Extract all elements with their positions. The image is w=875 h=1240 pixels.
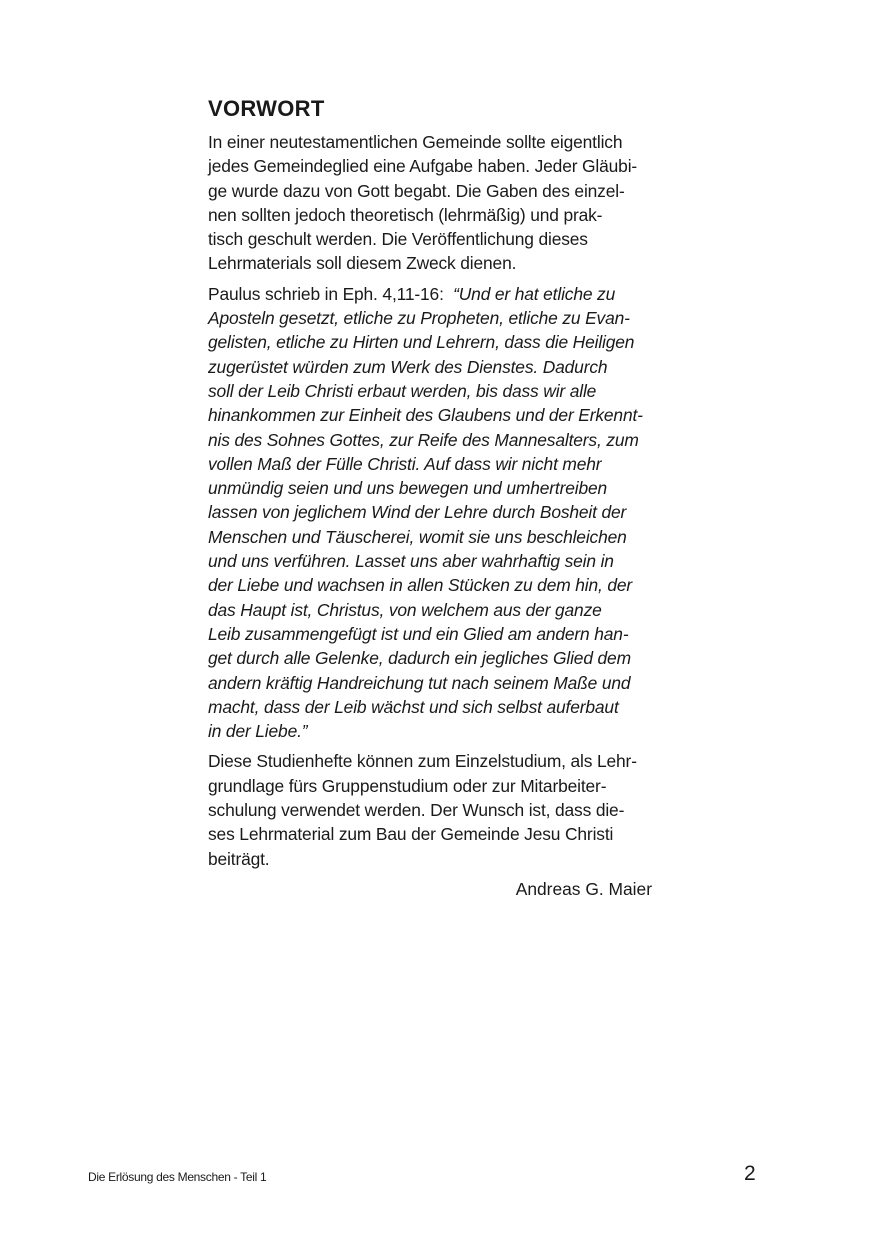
quote-line: gelisten, etliche zu Hirten und Lehrern, dass die Heiligen — [208, 332, 635, 353]
paragraph-closing — [208, 749, 652, 870]
page-number: 2 — [744, 1162, 756, 1185]
text-line: jedes Gemeindeglied eine Aufgabe haben. Jeder Gläubi- — [208, 156, 638, 177]
quote-line: vollen Maß der Fülle Christi. Auf dass wir nicht mehr — [208, 453, 602, 474]
quote-line: und uns verführen. Lasset uns aber wahrhaftig sein in — [208, 551, 614, 572]
text-line: tisch geschult werden. Die Veröffentlichung dieses — [208, 229, 588, 250]
quote-line: lassen von jeglichem Wind der Lehre durch Bosheit der — [208, 502, 627, 523]
quote-reference: Paulus schrieb in Eph. 4,11-16: — [208, 283, 444, 304]
text-line: Lehrmaterials soll diesem Zweck dienen. — [208, 253, 517, 274]
quote-line: andern kräftig Handreichung tut nach seinem Maße und — [208, 672, 631, 693]
quote-line: in der Liebe.” — [208, 721, 308, 742]
text-line: In einer neutestamentlichen Gemeinde sollte eigentlich — [208, 132, 623, 152]
author-signature: Andreas G. Maier — [515, 878, 652, 899]
text-line — [208, 282, 652, 306]
quote-line: unmündig seien und uns bewegen und umhertreiben — [208, 478, 608, 499]
text-line: nen sollten jedoch theoretisch (lehrmäßig) und prak- — [208, 204, 603, 225]
paragraph-quote — [208, 282, 652, 744]
text-line: ge wurde dazu von Gott begabt. Die Gaben des einzel- — [208, 180, 625, 201]
quote-line: get durch alle Gelenke, dadurch ein jegliches Glied dem — [208, 648, 631, 669]
text-line: Diese Studienhefte können zum Einzelstudium, als Lehr- — [208, 751, 637, 772]
paragraph-intro — [208, 130, 652, 276]
quote-line: hinankommen zur Einheit des Glaubens und der Erkennt- — [208, 405, 643, 426]
page-heading: VORWORT — [208, 96, 325, 121]
quote-line: soll der Leib Christi erbaut werden, bis dass wir alle — [208, 380, 597, 401]
text-line: beiträgt. — [208, 848, 270, 869]
quote-line: macht, dass der Leib wächst und sich selbst auferbaut — [208, 696, 619, 717]
quote-line: zugerüstet würden zum Werk des Dienstes. Dadurch — [208, 356, 608, 377]
quote-line: der Liebe und wachsen in allen Stücken zu dem hin, der — [208, 575, 633, 596]
text-line: ses Lehrmaterial zum Bau der Gemeinde Jesu Christi — [208, 824, 614, 845]
quote-line: Leib zusammengefügt ist und ein Glied am andern han- — [208, 623, 629, 644]
quote-line: das Haupt ist, Christus, von welchem aus der ganze — [208, 599, 602, 620]
text-line: schulung verwendet werden. Der Wunsch ist, dass die- — [208, 800, 625, 821]
quote-start: “Und er hat etliche zu — [453, 283, 616, 304]
quote-line: Menschen und Täuscherei, womit sie uns beschleichen — [208, 526, 627, 547]
quote-line: Aposteln gesetzt, etliche zu Propheten, etliche zu Evan- — [208, 308, 630, 329]
footer-book-title: Die Erlösung des Menschen - Teil 1 — [88, 1170, 267, 1184]
quote-line: nis des Sohnes Gottes, zur Reife des Mannesalters, zum — [208, 429, 639, 450]
text-line: grundlage fürs Gruppenstudium oder zur Mitarbeiter- — [208, 775, 607, 796]
page-content — [208, 94, 652, 901]
